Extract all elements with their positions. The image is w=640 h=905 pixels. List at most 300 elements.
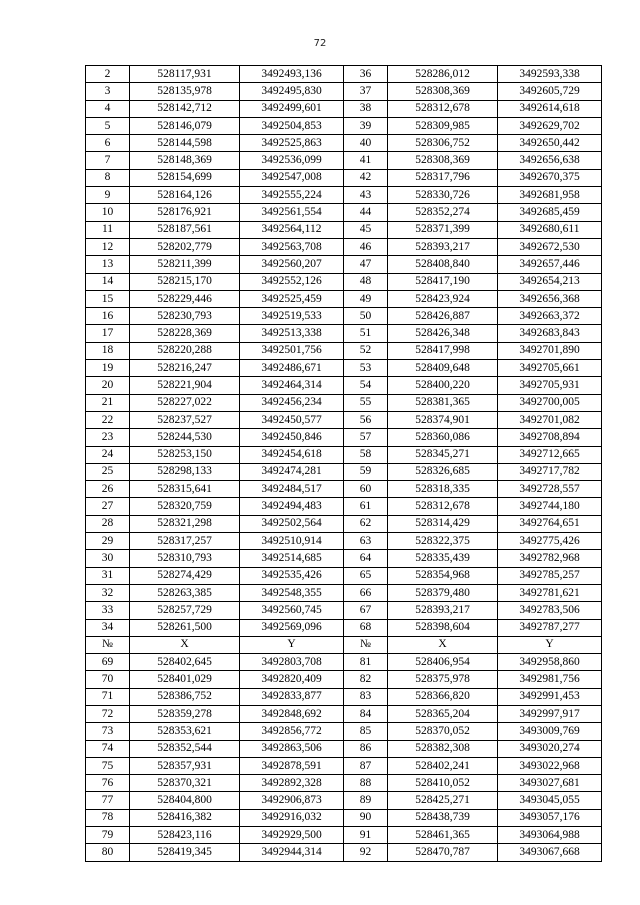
header-cell: № xyxy=(86,636,130,653)
point-number-cell: 32 xyxy=(86,584,130,601)
y-coordinate-cell: 3492474,281 xyxy=(240,463,344,480)
x-coordinate-cell: 528438,739 xyxy=(388,809,498,826)
point-number-cell: 29 xyxy=(86,533,130,550)
x-coordinate-cell: 528144,598 xyxy=(130,135,240,152)
x-coordinate-cell: 528393,217 xyxy=(388,238,498,255)
x-coordinate-cell: 528379,480 xyxy=(388,584,498,601)
point-number-cell: 77 xyxy=(86,792,130,809)
y-coordinate-cell: 3492670,375 xyxy=(498,169,602,186)
point-number-cell: 60 xyxy=(344,481,388,498)
table-row xyxy=(86,671,602,688)
x-coordinate-cell: 528317,796 xyxy=(388,169,498,186)
y-coordinate-cell: 3492493,136 xyxy=(240,66,344,83)
point-number-cell: 9 xyxy=(86,187,130,204)
table-row xyxy=(86,723,602,740)
point-number-cell: 53 xyxy=(344,360,388,377)
header-cell: Y xyxy=(240,636,344,653)
x-coordinate-cell: 528386,752 xyxy=(130,688,240,705)
x-coordinate-cell: 528320,759 xyxy=(130,498,240,515)
y-coordinate-cell: 3492614,618 xyxy=(498,100,602,117)
y-coordinate-cell: 3493064,988 xyxy=(498,827,602,844)
y-coordinate-cell: 3492510,914 xyxy=(240,533,344,550)
x-coordinate-cell: 528244,530 xyxy=(130,429,240,446)
point-number-cell: 42 xyxy=(344,169,388,186)
table-row xyxy=(86,809,602,826)
y-coordinate-cell: 3492513,338 xyxy=(240,325,344,342)
x-coordinate-cell: 528220,288 xyxy=(130,342,240,359)
point-number-cell: 26 xyxy=(86,481,130,498)
x-coordinate-cell: 528352,274 xyxy=(388,204,498,221)
y-coordinate-cell: 3492535,426 xyxy=(240,567,344,584)
x-coordinate-cell: 528352,544 xyxy=(130,740,240,757)
table-row xyxy=(86,394,602,411)
table-row xyxy=(86,844,602,861)
x-coordinate-cell: 528154,699 xyxy=(130,169,240,186)
table-row xyxy=(86,83,602,100)
point-number-cell: 44 xyxy=(344,204,388,221)
x-coordinate-cell: 528221,904 xyxy=(130,377,240,394)
point-number-cell: 36 xyxy=(344,66,388,83)
table-row xyxy=(86,290,602,307)
y-coordinate-cell: 3492787,277 xyxy=(498,619,602,636)
table-row xyxy=(86,740,602,757)
y-coordinate-cell: 3492878,591 xyxy=(240,757,344,774)
x-coordinate-cell: 528310,793 xyxy=(130,550,240,567)
x-coordinate-cell: 528263,385 xyxy=(130,584,240,601)
point-number-cell: 6 xyxy=(86,135,130,152)
table-row xyxy=(86,204,602,221)
point-number-cell: 5 xyxy=(86,117,130,134)
table-row xyxy=(86,757,602,774)
x-coordinate-cell: 528426,887 xyxy=(388,308,498,325)
y-coordinate-cell: 3492906,873 xyxy=(240,792,344,809)
x-coordinate-cell: 528417,998 xyxy=(388,342,498,359)
table-row xyxy=(86,481,602,498)
point-number-cell: 71 xyxy=(86,688,130,705)
x-coordinate-cell: 528409,648 xyxy=(388,360,498,377)
y-coordinate-cell: 3493027,681 xyxy=(498,775,602,792)
x-coordinate-cell: 528298,133 xyxy=(130,463,240,480)
x-coordinate-cell: 528315,641 xyxy=(130,481,240,498)
y-coordinate-cell: 3492892,328 xyxy=(240,775,344,792)
point-number-cell: 38 xyxy=(344,100,388,117)
y-coordinate-cell: 3492782,968 xyxy=(498,550,602,567)
table-row xyxy=(86,135,602,152)
point-number-cell: 64 xyxy=(344,550,388,567)
point-number-cell: 34 xyxy=(86,619,130,636)
table-row xyxy=(86,550,602,567)
y-coordinate-cell: 3492494,483 xyxy=(240,498,344,515)
y-coordinate-cell: 3492569,096 xyxy=(240,619,344,636)
point-number-cell: 25 xyxy=(86,463,130,480)
x-coordinate-cell: 528393,217 xyxy=(388,602,498,619)
x-coordinate-cell: 528400,220 xyxy=(388,377,498,394)
table-row xyxy=(86,238,602,255)
x-coordinate-cell: 528230,793 xyxy=(130,308,240,325)
table-row xyxy=(86,273,602,290)
point-number-cell: 20 xyxy=(86,377,130,394)
coordinates-table xyxy=(85,65,602,862)
y-coordinate-cell: 3493009,769 xyxy=(498,723,602,740)
y-coordinate-cell: 3492681,958 xyxy=(498,187,602,204)
y-coordinate-cell: 3492495,830 xyxy=(240,83,344,100)
point-number-cell: 85 xyxy=(344,723,388,740)
x-coordinate-cell: 528312,678 xyxy=(388,100,498,117)
y-coordinate-cell: 3492629,702 xyxy=(498,117,602,134)
y-coordinate-cell: 3492717,782 xyxy=(498,463,602,480)
x-coordinate-cell: 528312,678 xyxy=(388,498,498,515)
x-coordinate-cell: 528322,375 xyxy=(388,533,498,550)
y-coordinate-cell: 3492783,506 xyxy=(498,602,602,619)
x-coordinate-cell: 528202,779 xyxy=(130,238,240,255)
point-number-cell: 70 xyxy=(86,671,130,688)
y-coordinate-cell: 3492456,234 xyxy=(240,394,344,411)
point-number-cell: 68 xyxy=(344,619,388,636)
x-coordinate-cell: 528371,399 xyxy=(388,221,498,238)
table-row xyxy=(86,584,602,601)
x-coordinate-cell: 528365,204 xyxy=(388,705,498,722)
y-coordinate-cell: 3492654,213 xyxy=(498,273,602,290)
x-coordinate-cell: 528425,271 xyxy=(388,792,498,809)
x-coordinate-cell: 528398,604 xyxy=(388,619,498,636)
x-coordinate-cell: 528215,170 xyxy=(130,273,240,290)
point-number-cell: 19 xyxy=(86,360,130,377)
page-number: 72 xyxy=(313,38,327,49)
y-coordinate-cell: 3492981,756 xyxy=(498,671,602,688)
point-number-cell: 61 xyxy=(344,498,388,515)
y-coordinate-cell: 3492484,517 xyxy=(240,481,344,498)
y-coordinate-cell: 3492593,338 xyxy=(498,66,602,83)
y-coordinate-cell: 3492519,533 xyxy=(240,308,344,325)
point-number-cell: 17 xyxy=(86,325,130,342)
table-row xyxy=(86,619,602,636)
point-number-cell: 23 xyxy=(86,429,130,446)
point-number-cell: 41 xyxy=(344,152,388,169)
point-number-cell: 8 xyxy=(86,169,130,186)
point-number-cell: 75 xyxy=(86,757,130,774)
y-coordinate-cell: 3492958,860 xyxy=(498,654,602,671)
table-row xyxy=(86,688,602,705)
y-coordinate-cell: 3492504,853 xyxy=(240,117,344,134)
y-coordinate-cell: 3492547,008 xyxy=(240,169,344,186)
header-cell: X xyxy=(130,636,240,653)
point-number-cell: 80 xyxy=(86,844,130,861)
x-coordinate-cell: 528326,685 xyxy=(388,463,498,480)
y-coordinate-cell: 3492525,459 xyxy=(240,290,344,307)
table-row xyxy=(86,221,602,238)
point-number-cell: 16 xyxy=(86,308,130,325)
point-number-cell: 45 xyxy=(344,221,388,238)
point-number-cell: 87 xyxy=(344,757,388,774)
x-coordinate-cell: 528354,968 xyxy=(388,567,498,584)
x-coordinate-cell: 528381,365 xyxy=(388,394,498,411)
y-coordinate-cell: 3492997,917 xyxy=(498,705,602,722)
y-coordinate-cell: 3492712,665 xyxy=(498,446,602,463)
table-row xyxy=(86,308,602,325)
y-coordinate-cell: 3492701,890 xyxy=(498,342,602,359)
point-number-cell: 73 xyxy=(86,723,130,740)
x-coordinate-cell: 528408,840 xyxy=(388,256,498,273)
table-row xyxy=(86,429,602,446)
x-coordinate-cell: 528164,126 xyxy=(130,187,240,204)
point-number-cell: 83 xyxy=(344,688,388,705)
x-coordinate-cell: 528229,446 xyxy=(130,290,240,307)
table-row xyxy=(86,792,602,809)
y-coordinate-cell: 3492680,611 xyxy=(498,221,602,238)
x-coordinate-cell: 528382,308 xyxy=(388,740,498,757)
x-coordinate-cell: 528146,079 xyxy=(130,117,240,134)
point-number-cell: 82 xyxy=(344,671,388,688)
point-number-cell: 88 xyxy=(344,775,388,792)
y-coordinate-cell: 3492683,843 xyxy=(498,325,602,342)
point-number-cell: 22 xyxy=(86,411,130,428)
header-cell: X xyxy=(388,636,498,653)
y-coordinate-cell: 3492548,355 xyxy=(240,584,344,601)
table-row xyxy=(86,498,602,515)
point-number-cell: 62 xyxy=(344,515,388,532)
y-coordinate-cell: 3493020,274 xyxy=(498,740,602,757)
y-coordinate-cell: 3492650,442 xyxy=(498,135,602,152)
x-coordinate-cell: 528117,931 xyxy=(130,66,240,83)
x-coordinate-cell: 528309,985 xyxy=(388,117,498,134)
x-coordinate-cell: 528314,429 xyxy=(388,515,498,532)
y-coordinate-cell: 3493057,176 xyxy=(498,809,602,826)
x-coordinate-cell: 528286,012 xyxy=(388,66,498,83)
y-coordinate-cell: 3492657,446 xyxy=(498,256,602,273)
y-coordinate-cell: 3492944,314 xyxy=(240,844,344,861)
x-coordinate-cell: 528335,439 xyxy=(388,550,498,567)
y-coordinate-cell: 3492744,180 xyxy=(498,498,602,515)
y-coordinate-cell: 3492820,409 xyxy=(240,671,344,688)
table-row xyxy=(86,567,602,584)
y-coordinate-cell: 3492929,500 xyxy=(240,827,344,844)
table-row xyxy=(86,463,602,480)
table-row xyxy=(86,66,602,83)
y-coordinate-cell: 3492705,661 xyxy=(498,360,602,377)
point-number-cell: 55 xyxy=(344,394,388,411)
x-coordinate-cell: 528253,150 xyxy=(130,446,240,463)
y-coordinate-cell: 3492656,368 xyxy=(498,290,602,307)
x-coordinate-cell: 528461,365 xyxy=(388,827,498,844)
y-coordinate-cell: 3492672,530 xyxy=(498,238,602,255)
table-row xyxy=(86,325,602,342)
y-coordinate-cell: 3492501,756 xyxy=(240,342,344,359)
table-row xyxy=(86,342,602,359)
point-number-cell: 37 xyxy=(344,83,388,100)
y-coordinate-cell: 3492502,564 xyxy=(240,515,344,532)
table-row xyxy=(86,602,602,619)
y-coordinate-cell: 3492525,863 xyxy=(240,135,344,152)
point-number-cell: 78 xyxy=(86,809,130,826)
y-coordinate-cell: 3492560,207 xyxy=(240,256,344,273)
y-coordinate-cell: 3492991,453 xyxy=(498,688,602,705)
y-coordinate-cell: 3492856,772 xyxy=(240,723,344,740)
x-coordinate-cell: 528135,978 xyxy=(130,83,240,100)
point-number-cell: 4 xyxy=(86,100,130,117)
point-number-cell: 3 xyxy=(86,83,130,100)
y-coordinate-cell: 3492656,638 xyxy=(498,152,602,169)
point-number-cell: 13 xyxy=(86,256,130,273)
x-coordinate-cell: 528423,924 xyxy=(388,290,498,307)
point-number-cell: 74 xyxy=(86,740,130,757)
point-number-cell: 12 xyxy=(86,238,130,255)
x-coordinate-cell: 528142,712 xyxy=(130,100,240,117)
table-header-row xyxy=(86,636,602,653)
x-coordinate-cell: 528321,298 xyxy=(130,515,240,532)
point-number-cell: 89 xyxy=(344,792,388,809)
y-coordinate-cell: 3492833,877 xyxy=(240,688,344,705)
x-coordinate-cell: 528357,931 xyxy=(130,757,240,774)
y-coordinate-cell: 3492561,554 xyxy=(240,204,344,221)
x-coordinate-cell: 528404,800 xyxy=(130,792,240,809)
y-coordinate-cell: 3492685,459 xyxy=(498,204,602,221)
table-row xyxy=(86,654,602,671)
table-row xyxy=(86,117,602,134)
y-coordinate-cell: 3492803,708 xyxy=(240,654,344,671)
point-number-cell: 33 xyxy=(86,602,130,619)
y-coordinate-cell: 3492605,729 xyxy=(498,83,602,100)
table-row xyxy=(86,411,602,428)
y-coordinate-cell: 3492701,082 xyxy=(498,411,602,428)
x-coordinate-cell: 528402,645 xyxy=(130,654,240,671)
point-number-cell: 63 xyxy=(344,533,388,550)
x-coordinate-cell: 528366,820 xyxy=(388,688,498,705)
y-coordinate-cell: 3492486,671 xyxy=(240,360,344,377)
x-coordinate-cell: 528417,190 xyxy=(388,273,498,290)
y-coordinate-cell: 3492450,577 xyxy=(240,411,344,428)
x-coordinate-cell: 528216,247 xyxy=(130,360,240,377)
point-number-cell: 47 xyxy=(344,256,388,273)
point-number-cell: 92 xyxy=(344,844,388,861)
point-number-cell: 18 xyxy=(86,342,130,359)
y-coordinate-cell: 3493045,055 xyxy=(498,792,602,809)
x-coordinate-cell: 528308,369 xyxy=(388,83,498,100)
point-number-cell: 69 xyxy=(86,654,130,671)
table-row xyxy=(86,187,602,204)
x-coordinate-cell: 528360,086 xyxy=(388,429,498,446)
x-coordinate-cell: 528257,729 xyxy=(130,602,240,619)
point-number-cell: 40 xyxy=(344,135,388,152)
x-coordinate-cell: 528426,348 xyxy=(388,325,498,342)
point-number-cell: 52 xyxy=(344,342,388,359)
x-coordinate-cell: 528306,752 xyxy=(388,135,498,152)
y-coordinate-cell: 3492499,601 xyxy=(240,100,344,117)
point-number-cell: 72 xyxy=(86,705,130,722)
x-coordinate-cell: 528211,399 xyxy=(130,256,240,273)
x-coordinate-cell: 528308,369 xyxy=(388,152,498,169)
y-coordinate-cell: 3492555,224 xyxy=(240,187,344,204)
point-number-cell: 54 xyxy=(344,377,388,394)
x-coordinate-cell: 528370,321 xyxy=(130,775,240,792)
point-number-cell: 50 xyxy=(344,308,388,325)
x-coordinate-cell: 528406,954 xyxy=(388,654,498,671)
y-coordinate-cell: 3492564,112 xyxy=(240,221,344,238)
header-cell: Y xyxy=(498,636,602,653)
x-coordinate-cell: 528237,527 xyxy=(130,411,240,428)
x-coordinate-cell: 528470,787 xyxy=(388,844,498,861)
table-row xyxy=(86,256,602,273)
x-coordinate-cell: 528402,241 xyxy=(388,757,498,774)
point-number-cell: 39 xyxy=(344,117,388,134)
table-row xyxy=(86,169,602,186)
x-coordinate-cell: 528176,921 xyxy=(130,204,240,221)
y-coordinate-cell: 3492450,846 xyxy=(240,429,344,446)
y-coordinate-cell: 3492785,257 xyxy=(498,567,602,584)
point-number-cell: 51 xyxy=(344,325,388,342)
x-coordinate-cell: 528317,257 xyxy=(130,533,240,550)
point-number-cell: 10 xyxy=(86,204,130,221)
point-number-cell: 65 xyxy=(344,567,388,584)
y-coordinate-cell: 3492764,651 xyxy=(498,515,602,532)
x-coordinate-cell: 528274,429 xyxy=(130,567,240,584)
x-coordinate-cell: 528375,978 xyxy=(388,671,498,688)
point-number-cell: 28 xyxy=(86,515,130,532)
x-coordinate-cell: 528401,029 xyxy=(130,671,240,688)
y-coordinate-cell: 3492552,126 xyxy=(240,273,344,290)
point-number-cell: 30 xyxy=(86,550,130,567)
y-coordinate-cell: 3492454,618 xyxy=(240,446,344,463)
point-number-cell: 43 xyxy=(344,187,388,204)
point-number-cell: 31 xyxy=(86,567,130,584)
table-row xyxy=(86,705,602,722)
point-number-cell: 15 xyxy=(86,290,130,307)
point-number-cell: 86 xyxy=(344,740,388,757)
x-coordinate-cell: 528318,335 xyxy=(388,481,498,498)
y-coordinate-cell: 3492863,506 xyxy=(240,740,344,757)
point-number-cell: 76 xyxy=(86,775,130,792)
table-row xyxy=(86,515,602,532)
point-number-cell: 58 xyxy=(344,446,388,463)
table-row xyxy=(86,446,602,463)
point-number-cell: 11 xyxy=(86,221,130,238)
table-row xyxy=(86,827,602,844)
y-coordinate-cell: 3492536,099 xyxy=(240,152,344,169)
x-coordinate-cell: 528148,369 xyxy=(130,152,240,169)
y-coordinate-cell: 3492514,685 xyxy=(240,550,344,567)
y-coordinate-cell: 3492708,894 xyxy=(498,429,602,446)
y-coordinate-cell: 3492781,621 xyxy=(498,584,602,601)
point-number-cell: 7 xyxy=(86,152,130,169)
y-coordinate-cell: 3492916,032 xyxy=(240,809,344,826)
y-coordinate-cell: 3492563,708 xyxy=(240,238,344,255)
x-coordinate-cell: 528227,022 xyxy=(130,394,240,411)
coordinates-table-body xyxy=(86,66,602,862)
y-coordinate-cell: 3492705,931 xyxy=(498,377,602,394)
point-number-cell: 79 xyxy=(86,827,130,844)
point-number-cell: 57 xyxy=(344,429,388,446)
point-number-cell: 56 xyxy=(344,411,388,428)
y-coordinate-cell: 3492663,372 xyxy=(498,308,602,325)
x-coordinate-cell: 528410,052 xyxy=(388,775,498,792)
x-coordinate-cell: 528374,901 xyxy=(388,411,498,428)
point-number-cell: 46 xyxy=(344,238,388,255)
point-number-cell: 84 xyxy=(344,705,388,722)
point-number-cell: 21 xyxy=(86,394,130,411)
point-number-cell: 66 xyxy=(344,584,388,601)
y-coordinate-cell: 3493067,668 xyxy=(498,844,602,861)
point-number-cell: 27 xyxy=(86,498,130,515)
table-row xyxy=(86,775,602,792)
point-number-cell: 59 xyxy=(344,463,388,480)
x-coordinate-cell: 528359,278 xyxy=(130,705,240,722)
x-coordinate-cell: 528187,561 xyxy=(130,221,240,238)
x-coordinate-cell: 528419,345 xyxy=(130,844,240,861)
point-number-cell: 91 xyxy=(344,827,388,844)
point-number-cell: 48 xyxy=(344,273,388,290)
table-row xyxy=(86,152,602,169)
point-number-cell: 2 xyxy=(86,66,130,83)
x-coordinate-cell: 528370,052 xyxy=(388,723,498,740)
